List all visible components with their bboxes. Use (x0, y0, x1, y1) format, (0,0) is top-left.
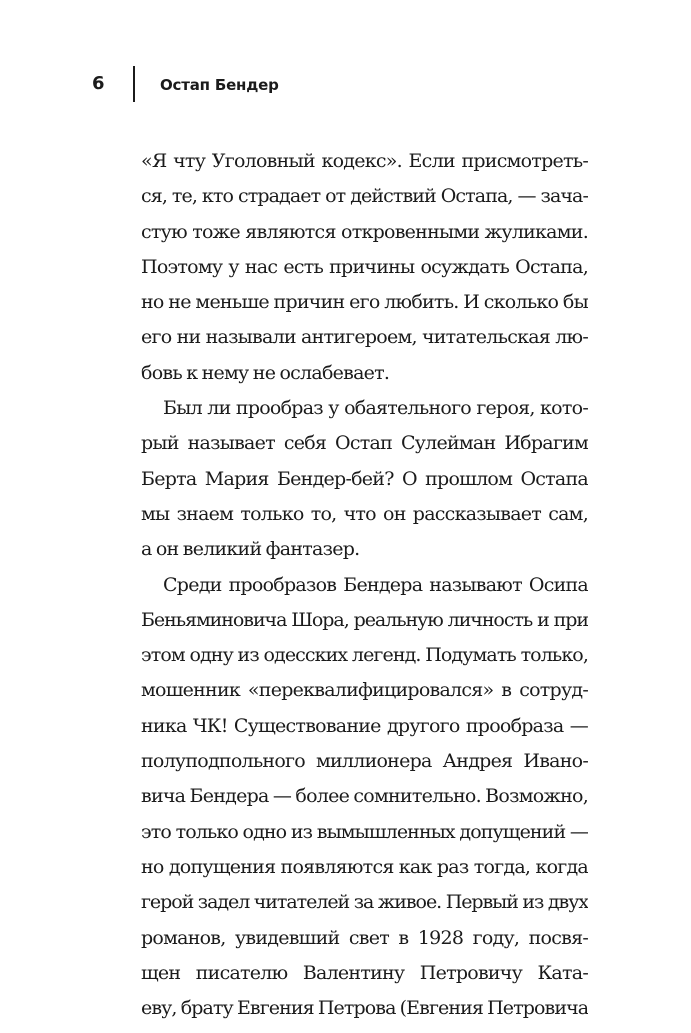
text-line: Среди прообразов Бендера называют Осипа (163, 573, 588, 596)
text-line: этом одну из одесских легенд. Подумать только, (141, 644, 588, 667)
running-title: Остап Бендер (160, 76, 279, 94)
text-line: но допущения появляются как раз тогда, когда (141, 855, 588, 878)
text-line: еву, брату Евгения Петрова (Евгения Петровича (141, 997, 588, 1020)
text-line: мошенник «переквалифицировался» в сотруд- (141, 679, 588, 702)
text-line: Беньяминовича Шора, реальную личность и при (141, 608, 588, 631)
text-line: ника ЧК! Существование другого прообраза — (141, 714, 588, 737)
text-line: «Я чту Уголовный кодекс». Если присмотреть- (141, 150, 588, 172)
body-text (141, 144, 588, 1026)
text-line: Поэтому у нас есть причины осуждать Остапа, (141, 255, 588, 278)
text-line: его ни называли антигероем, читательская лю- (141, 326, 588, 349)
page-number: 6 (92, 73, 105, 94)
text-line: мы знаем только то, что он рассказывает сам, (141, 502, 588, 525)
text-line: рый называет себя Остап Сулейман Ибрагим (141, 432, 588, 455)
text-line: Был ли прообраз у обаятельного героя, кото- (163, 397, 588, 420)
text-line: но не меньше причин его любить. И сколько бы (141, 291, 588, 314)
running-head (0, 66, 691, 106)
text-line: вича Бендера — более сомнительно. Возможно, (141, 785, 588, 808)
text-line: это только одно из вымышленных допущений — (141, 820, 588, 843)
text-line: полуподпольного миллионера Андрея Ивано- (141, 750, 588, 773)
text-line: Берта Мария Бендер-бей? О прошлом Остапа (141, 467, 588, 490)
text-line: романов, увидевший свет в 1928 году, посвя- (141, 926, 588, 949)
header-divider (133, 66, 135, 102)
text-line: бовь к нему не ослабевает. (141, 361, 390, 384)
text-line: герой задел читателей за живое. Первый из двух (141, 891, 588, 914)
text-line: ся, те, кто страдает от действий Остапа, — зача- (141, 185, 588, 208)
text-line: а он великий фантазер. (141, 538, 360, 561)
text-line: стую тоже являются откровенными жуликами. (141, 220, 588, 243)
text-line: щен писателю Валентину Петровичу Ката- (141, 961, 588, 984)
